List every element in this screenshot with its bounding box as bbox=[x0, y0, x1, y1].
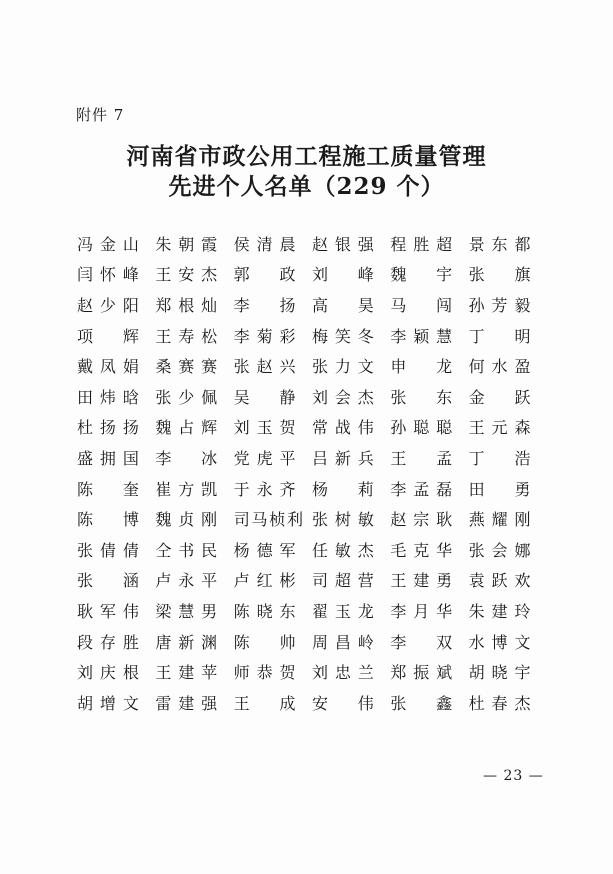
person-name: 陈 博 bbox=[77, 510, 140, 530]
person-name: 刘玉贺 bbox=[233, 418, 296, 438]
person-name: 丁 浩 bbox=[468, 448, 531, 468]
document-title-line2: 先进个人名单（229 个） bbox=[168, 173, 445, 200]
person-name: 杨德军 bbox=[233, 540, 296, 560]
person-name: 孙聪聪 bbox=[390, 418, 453, 438]
person-name: 朱建玲 bbox=[468, 601, 531, 621]
person-name: 卢永平 bbox=[155, 571, 218, 591]
person-name: 袁跃欢 bbox=[468, 571, 531, 591]
person-name: 程胜超 bbox=[390, 234, 453, 254]
person-name: 张力文 bbox=[311, 357, 375, 377]
name-row bbox=[77, 228, 547, 259]
person-name: 张 鑫 bbox=[390, 693, 453, 713]
person-name: 胡晓宇 bbox=[468, 663, 531, 683]
name-row bbox=[77, 503, 547, 534]
person-name: 刘 峰 bbox=[311, 265, 375, 285]
person-name: 常战伟 bbox=[311, 418, 375, 438]
person-name: 高 昊 bbox=[311, 295, 375, 315]
person-name: 杨 莉 bbox=[311, 479, 375, 499]
person-name: 司超营 bbox=[311, 571, 375, 591]
person-name: 马 闯 bbox=[390, 295, 453, 315]
person-name: 孙芳毅 bbox=[468, 295, 531, 315]
name-row bbox=[77, 381, 547, 412]
name-row bbox=[77, 259, 547, 290]
person-name: 郑根灿 bbox=[155, 295, 218, 315]
person-name: 李 双 bbox=[390, 632, 453, 652]
attachment-label: 附件 7 bbox=[76, 106, 125, 124]
person-name: 闫怀峰 bbox=[77, 265, 140, 285]
person-name: 李月华 bbox=[390, 601, 453, 621]
person-name: 郑振斌 bbox=[390, 663, 453, 683]
page-number: — 23 — bbox=[483, 768, 544, 784]
person-name: 崔方凯 bbox=[155, 479, 218, 499]
name-row bbox=[77, 656, 547, 687]
person-name: 司马桢利 bbox=[233, 510, 302, 530]
person-name: 李颖慧 bbox=[390, 326, 453, 346]
name-row bbox=[77, 687, 547, 718]
person-name: 田 勇 bbox=[468, 479, 531, 499]
person-name: 吕新兵 bbox=[311, 448, 375, 468]
person-name: 水博文 bbox=[468, 632, 531, 652]
person-name: 毛克华 bbox=[390, 540, 453, 560]
person-name: 魏 宇 bbox=[390, 265, 453, 285]
person-name: 王建勇 bbox=[390, 571, 453, 591]
name-row bbox=[77, 565, 547, 596]
person-name: 于永齐 bbox=[233, 479, 296, 499]
person-name: 李孟磊 bbox=[390, 479, 453, 499]
person-name: 赵银强 bbox=[311, 234, 375, 254]
person-name: 申 龙 bbox=[390, 357, 453, 377]
person-name: 盛拥国 bbox=[77, 448, 140, 468]
name-list bbox=[77, 228, 547, 718]
person-name: 王 孟 bbox=[390, 448, 453, 468]
person-name: 梁慧男 bbox=[155, 601, 218, 621]
person-name: 陈 奎 bbox=[77, 479, 140, 499]
name-row bbox=[77, 595, 547, 626]
person-name: 任敏杰 bbox=[311, 540, 375, 560]
person-name: 魏贞刚 bbox=[155, 510, 218, 530]
person-name: 吴 静 bbox=[233, 387, 296, 407]
person-name: 朱朝霞 bbox=[155, 234, 218, 254]
person-name: 刘会杰 bbox=[311, 387, 375, 407]
person-name: 王寿松 bbox=[155, 326, 218, 346]
person-name: 项 辉 bbox=[77, 326, 140, 346]
person-name: 耿军伟 bbox=[77, 601, 140, 621]
person-name: 张 涵 bbox=[77, 571, 140, 591]
person-name: 安 伟 bbox=[311, 693, 375, 713]
name-row bbox=[77, 289, 547, 320]
person-name: 王建苹 bbox=[155, 663, 218, 683]
person-name: 李 冰 bbox=[155, 448, 218, 468]
person-name: 杜扬扬 bbox=[77, 418, 140, 438]
name-row bbox=[77, 412, 547, 443]
name-row bbox=[77, 320, 547, 351]
person-name: 冯金山 bbox=[77, 234, 140, 254]
person-name: 王安杰 bbox=[155, 265, 218, 285]
person-name: 王元森 bbox=[468, 418, 531, 438]
person-name: 赵宗耿 bbox=[390, 510, 453, 530]
person-name: 唐新渊 bbox=[155, 632, 218, 652]
name-row bbox=[77, 442, 547, 473]
person-name: 张少佩 bbox=[155, 387, 218, 407]
person-name: 胡增文 bbox=[77, 693, 140, 713]
person-name: 田炜晗 bbox=[77, 387, 140, 407]
person-name: 桑赛赛 bbox=[155, 357, 218, 377]
person-name: 张赵兴 bbox=[233, 357, 296, 377]
person-name: 景东都 bbox=[468, 234, 531, 254]
person-name: 李菊彩 bbox=[233, 326, 296, 346]
person-name: 刘忠兰 bbox=[311, 663, 375, 683]
person-name: 段存胜 bbox=[77, 632, 140, 652]
person-name: 张 旗 bbox=[468, 265, 531, 285]
person-name: 师恭贺 bbox=[233, 663, 296, 683]
name-row bbox=[77, 626, 547, 657]
person-name: 丁 明 bbox=[468, 326, 531, 346]
name-row bbox=[77, 350, 547, 381]
person-name: 张 东 bbox=[390, 387, 453, 407]
name-row bbox=[77, 534, 547, 565]
person-name: 雷建强 bbox=[155, 693, 218, 713]
document-title-line1: 河南省市政公用工程施工质量管理 bbox=[126, 143, 487, 170]
person-name: 卢红彬 bbox=[233, 571, 296, 591]
name-row bbox=[77, 473, 547, 504]
person-name: 赵少阳 bbox=[77, 295, 140, 315]
person-name: 燕耀刚 bbox=[468, 510, 532, 530]
person-name: 陈晓东 bbox=[233, 601, 296, 621]
person-name: 仝书民 bbox=[155, 540, 218, 560]
person-name: 魏占辉 bbox=[155, 418, 218, 438]
person-name: 侯清晨 bbox=[233, 234, 296, 254]
person-name: 郭 政 bbox=[233, 265, 296, 285]
person-name: 金 跃 bbox=[468, 387, 531, 407]
person-name: 刘庆根 bbox=[77, 663, 140, 683]
person-name: 周昌岭 bbox=[311, 632, 375, 652]
person-name: 杜春杰 bbox=[468, 693, 531, 713]
person-name: 翟玉龙 bbox=[311, 601, 375, 621]
person-name: 王 成 bbox=[233, 693, 296, 713]
person-name: 党虎平 bbox=[233, 448, 296, 468]
person-name: 李 扬 bbox=[233, 295, 296, 315]
person-name: 戴凤娟 bbox=[77, 357, 140, 377]
person-name: 张会娜 bbox=[468, 540, 531, 560]
person-name: 梅笑冬 bbox=[311, 326, 375, 346]
person-name: 何水盈 bbox=[468, 357, 531, 377]
person-name: 张树敏 bbox=[312, 510, 375, 530]
person-name: 陈 帅 bbox=[233, 632, 296, 652]
person-name: 张倩倩 bbox=[77, 540, 140, 560]
